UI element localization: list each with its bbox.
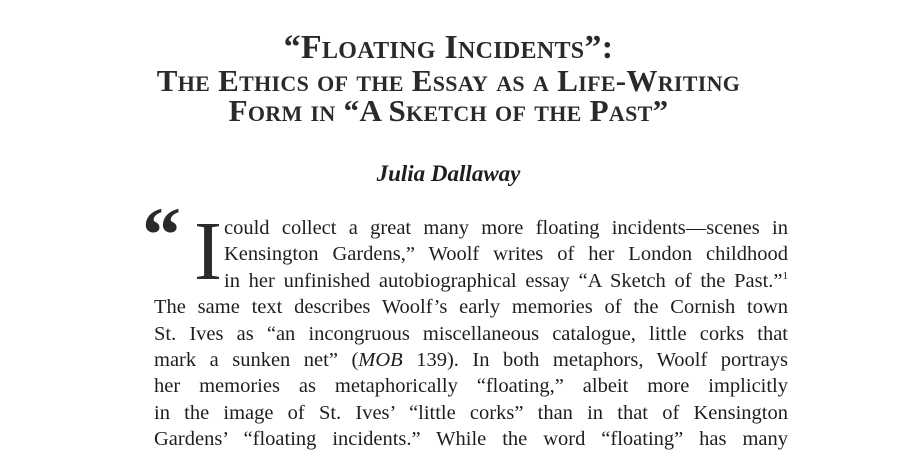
title-line-2: The Ethics of the Essay as a Life-Writing [156, 63, 741, 98]
body-line-6: mark a sunken net” (MOB 139). In both metaphors, Woolf portrays [154, 348, 788, 371]
body-line-9: Gardens’ “floating incidents.” While the word “floating” has many [154, 428, 788, 451]
opening-quote-mark: “ [142, 191, 181, 278]
author-name: Julia Dallaway [376, 161, 521, 186]
title-line-3: Form in “A Sketch of the Past” [228, 93, 669, 128]
body-line-1: could collect a great many more floating incidents—scenes in [224, 217, 788, 239]
footnote-ref[interactable]: 1 [782, 269, 788, 282]
mob-abbreviation: MOB [358, 348, 403, 371]
body-paragraph [154, 215, 788, 453]
body-line-2: Kensington Gardens,” Woolf writes of her London childhood [224, 243, 788, 266]
title-line-1: “Floating Incidents”: [283, 29, 614, 66]
body-line-3: in her unfinished autobiographical essay “A Sketch of the Past.”$^1$ [224, 269, 788, 292]
body-line-5: St. Ives as “an incongruous miscellaneous catalogue, little corks that [154, 322, 788, 345]
body-line-4: The same text describes Woolf’s early memories of the Cornish town [154, 296, 788, 319]
article-title [0, 30, 897, 126]
body-line-8: in the image of St. Ives’ “little corks” than in that of Kensington [154, 401, 788, 424]
drop-cap: I [194, 205, 222, 298]
body-line-7: her memories as metaphorically “floating,” albeit more implicitly [154, 375, 788, 398]
